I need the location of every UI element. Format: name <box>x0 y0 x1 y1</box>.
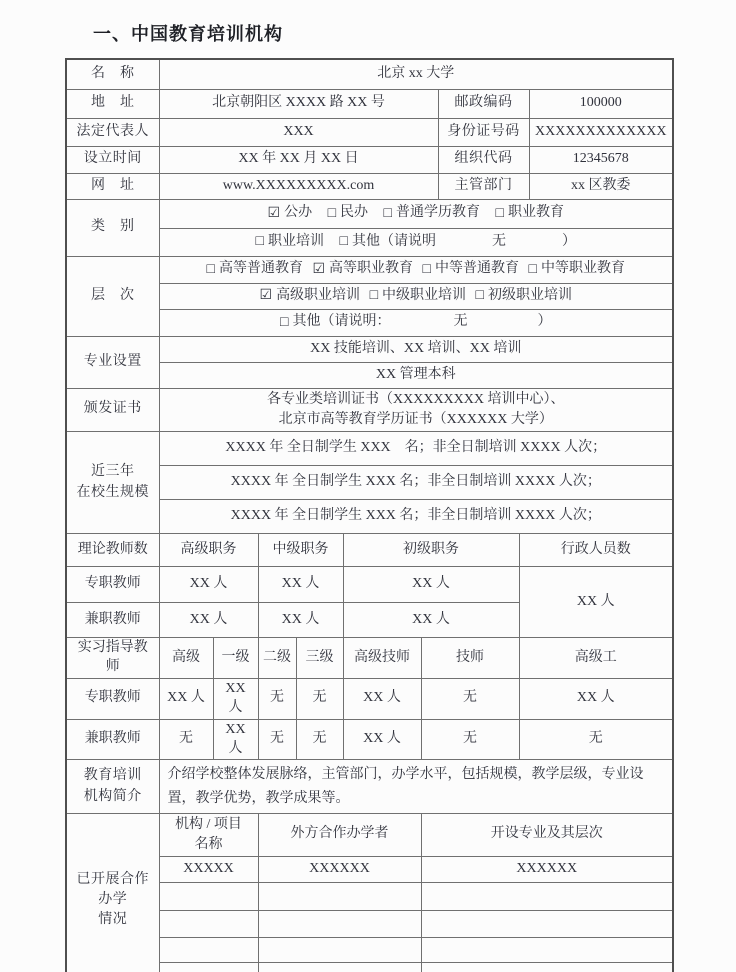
enrollment-label <box>66 432 159 534</box>
level-options-row1 <box>159 256 673 283</box>
checkbox-icon: □ <box>383 205 393 221</box>
empty-cell <box>159 883 258 911</box>
authority-label: 主管部门 <box>438 173 529 199</box>
checkbox-icon: □ <box>255 234 264 250</box>
cell-value: XX 人 <box>213 719 258 760</box>
option-label: 普通学历教育 <box>396 205 481 221</box>
intro-label-line2: 机构简介 <box>83 788 142 804</box>
intro-text: 介绍学校整体发展脉络，主管部门，办学水平，包括规模，教学层级，专业设置，教学优势，教学成果等。 <box>159 760 673 813</box>
row-enrollment-1 <box>66 432 673 466</box>
coop-name-value: XXXXX <box>159 857 258 883</box>
coop-majors-value: XXXXXX <box>421 857 673 883</box>
theory-teachers-header: 理论教师数 <box>66 534 159 567</box>
empty-cell <box>159 911 258 938</box>
option-label: 职业教育 <box>507 205 564 221</box>
cell-value: XX 人 <box>343 603 519 638</box>
level-label: 层 次 <box>66 256 159 336</box>
checkbox-icon: □ <box>422 261 432 277</box>
checkbox-checked-icon: ☑ <box>267 205 281 221</box>
row-intro <box>66 760 673 813</box>
id-number-value: XXXXXXXXXXXXX <box>529 118 673 146</box>
checkbox-icon: □ <box>327 205 337 221</box>
admin-staff-value: XX 人 <box>519 567 673 638</box>
row-theory-fulltime <box>66 567 673 603</box>
grade-header: 技师 <box>421 638 519 679</box>
level-options-row3 <box>159 309 673 336</box>
checkbox-icon: □ <box>280 314 289 330</box>
intro-label-line1: 教育培训 <box>83 768 142 784</box>
cell-value: XX 人 <box>258 603 343 638</box>
cooperation-label <box>66 813 159 972</box>
majors-line1: XX 技能培训、XX 培训、XX 培训 <box>159 336 673 362</box>
empty-cell <box>421 938 673 963</box>
option-label: 其他（请说明 无 ） <box>351 233 576 249</box>
empty-cell <box>159 938 258 963</box>
fulltime-teachers-label: 专职教师 <box>66 678 159 719</box>
junior-rank-header: 初级职务 <box>343 534 519 567</box>
coop-majors-header: 开设专业及其层次 <box>421 813 673 857</box>
option-label: 高等职业教育 <box>329 261 414 277</box>
empty-cell <box>258 938 421 963</box>
legal-rep-label: 法定代表人 <box>66 118 159 146</box>
majors-line2: XX 管理本科 <box>159 362 673 388</box>
address-value: 北京朝阳区 XXXX 路 XX 号 <box>159 89 438 118</box>
cell-value: XX 人 <box>519 678 673 719</box>
coop-name-header-line1: 机构 / 项目 <box>175 816 242 832</box>
majors-label: 专业设置 <box>66 336 159 388</box>
category-label: 类 别 <box>66 199 159 256</box>
level-options-row2 <box>159 283 673 309</box>
cell-value: XX 人 <box>258 567 343 603</box>
grade-header: 一级 <box>213 638 258 679</box>
parttime-teachers-label: 兼职教师 <box>66 719 159 760</box>
option-label: 公办 <box>284 205 313 221</box>
cell-value: XX 人 <box>159 603 258 638</box>
option-label: 中等普通教育 <box>435 261 520 277</box>
empty-cell <box>258 911 421 938</box>
cell-value: 无 <box>159 719 213 760</box>
enrollment-label-line1: 近三年 <box>91 464 135 480</box>
empty-cell <box>421 963 673 972</box>
checkbox-icon: □ <box>339 234 348 250</box>
checkbox-icon: □ <box>475 288 484 304</box>
checkbox-icon: □ <box>495 205 504 221</box>
empty-cell <box>258 963 421 972</box>
grade-header: 高级工 <box>519 638 673 679</box>
row-legal-rep <box>66 118 673 146</box>
name-label: 名 称 <box>66 59 159 89</box>
empty-cell <box>421 911 673 938</box>
website-label: 网 址 <box>66 173 159 199</box>
certificates-line2: 北京市高等教育学历证书（XXXXXX 大学） <box>278 411 553 427</box>
established-label: 设立时间 <box>66 146 159 173</box>
enrollment-year3: XXXX 年 全日制学生 XXX 名；非全日制培训 XXXX 人次； <box>159 500 673 534</box>
option-label: 中级职业培训 <box>382 287 467 303</box>
option-label: 其他（请说明： 无 ） <box>292 314 552 330</box>
option-label: 高等普通教育 <box>218 261 303 277</box>
address-label: 地 址 <box>66 89 159 118</box>
row-category-1 <box>66 199 673 228</box>
option-label: 初级职业培训 <box>488 287 572 303</box>
coop-name-header-line2: 名称 <box>194 836 223 852</box>
intro-label <box>66 760 159 813</box>
certificates-value <box>159 388 673 432</box>
coop-partner-header: 外方合作办学者 <box>258 813 421 857</box>
cooperation-label-line1: 已开展合作办学 <box>76 871 149 908</box>
cell-value: 无 <box>421 678 519 719</box>
option-label: 中等职业教育 <box>540 261 625 277</box>
mid-rank-header: 中级职务 <box>258 534 343 567</box>
checkbox-checked-icon: ☑ <box>312 261 326 277</box>
checkbox-checked-icon: ☑ <box>259 288 273 304</box>
row-certificates <box>66 388 673 432</box>
page-title: 一、中国教育培训机构 <box>93 24 283 44</box>
row-majors-1 <box>66 336 673 362</box>
cell-value: XX 人 <box>159 678 213 719</box>
cell-value: 无 <box>421 719 519 760</box>
checkbox-icon: □ <box>369 288 379 304</box>
cell-value: 无 <box>296 678 343 719</box>
established-value: XX 年 XX 月 XX 日 <box>159 146 438 173</box>
checkbox-icon: □ <box>528 261 537 277</box>
cell-value: 无 <box>519 719 673 760</box>
enrollment-label-line2: 在校生规模 <box>76 484 149 500</box>
cell-value: 无 <box>258 678 296 719</box>
institution-form-table <box>65 58 674 972</box>
cooperation-label-line2: 情况 <box>98 912 128 928</box>
row-theory-header <box>66 534 673 567</box>
postal-code-label: 邮政编码 <box>438 89 529 118</box>
cell-value: XX 人 <box>159 567 258 603</box>
cell-value: XX 人 <box>213 678 258 719</box>
legal-rep-value: XXX <box>159 118 438 146</box>
authority-value: xx 区教委 <box>529 173 673 199</box>
row-address <box>66 89 673 118</box>
cell-value: XX 人 <box>343 678 421 719</box>
admin-staff-header: 行政人员数 <box>519 534 673 567</box>
grade-header: 高级技师 <box>343 638 421 679</box>
row-cooperation-header <box>66 813 673 857</box>
cell-value: XX 人 <box>343 719 421 760</box>
empty-cell <box>421 883 673 911</box>
category-options-row1 <box>159 199 673 228</box>
cell-value: 无 <box>258 719 296 760</box>
option-label: 职业培训 <box>268 233 324 249</box>
id-number-label: 身份证号码 <box>438 118 529 146</box>
option-label: 高级职业培训 <box>276 287 361 303</box>
certificates-line1: 各专业类培训证书（XXXXXXXXX 培训中心）、 <box>267 391 565 407</box>
coop-partner-value: XXXXXX <box>258 857 421 883</box>
grade-header: 三级 <box>296 638 343 679</box>
postal-code-value: 100000 <box>529 89 673 118</box>
certificates-label: 颁发证书 <box>66 388 159 432</box>
senior-rank-header: 高级职务 <box>159 534 258 567</box>
practice-teachers-header: 实习指导教师 <box>66 638 159 679</box>
cell-value: XX 人 <box>343 567 519 603</box>
row-practice-parttime <box>66 719 673 760</box>
name-value: 北京 xx 大学 <box>159 59 673 89</box>
org-code-value: 12345678 <box>529 146 673 173</box>
option-label: 民办 <box>340 205 369 221</box>
grade-header: 二级 <box>258 638 296 679</box>
row-practice-header <box>66 638 673 679</box>
category-options-row2 <box>159 228 673 256</box>
parttime-teachers-label: 兼职教师 <box>66 603 159 638</box>
empty-cell <box>159 963 258 972</box>
enrollment-year2: XXXX 年 全日制学生 XXX 名；非全日制培训 XXXX 人次； <box>159 466 673 500</box>
org-code-label: 组织代码 <box>438 146 529 173</box>
row-established <box>66 146 673 173</box>
coop-name-header <box>159 813 258 857</box>
fulltime-teachers-label: 专职教师 <box>66 567 159 603</box>
empty-cell <box>258 883 421 911</box>
row-name <box>66 59 673 89</box>
enrollment-year1: XXXX 年 全日制学生 XXX 名；非全日制培训 XXXX 人次； <box>159 432 673 466</box>
grade-header: 高级 <box>159 638 213 679</box>
checkbox-icon: □ <box>206 261 215 277</box>
row-practice-fulltime <box>66 678 673 719</box>
row-website <box>66 173 673 199</box>
cell-value: 无 <box>296 719 343 760</box>
website-value: www.XXXXXXXXX.com <box>159 173 438 199</box>
row-level-1 <box>66 256 673 283</box>
